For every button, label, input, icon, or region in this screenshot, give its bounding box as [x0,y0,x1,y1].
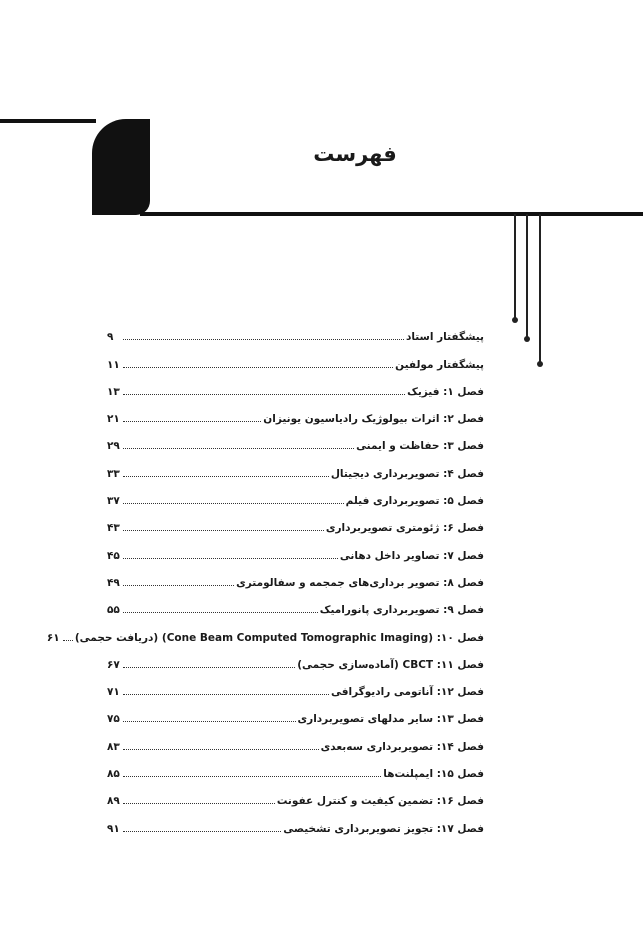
pendant-line-3 [539,214,541,364]
pendant-line-1 [514,214,516,320]
table-of-contents [46,318,484,837]
toc-entry-label: پیشگفتار استاد [405,331,484,344]
pendant-dot-2 [524,336,530,342]
toc-row[interactable] [107,482,484,509]
dot-leader [123,776,381,777]
toc-row[interactable] [107,345,484,372]
dot-leader [123,585,234,586]
dot-leader [123,448,354,449]
toc-row[interactable] [107,727,484,754]
toc-row[interactable] [107,755,484,782]
dot-leader [123,558,338,559]
toc-entry-label: فصل ۱۷: تجویز تصویربرداری تشخیصی [283,822,484,835]
toc-entry-label: فصل ۱۰: (Cone Beam Computed Tomographic Imaging) (دریافت حجمی) [74,631,484,644]
toc-page-number: ۲۱ [107,413,120,426]
toc-page-number: ۴۵ [107,549,120,562]
toc-entry-label: فصل ۱۳: سایر مدلهای تصویربرداری [297,713,484,726]
toc-page-number: ۲۹ [107,440,120,453]
dot-leader [123,831,281,832]
dot-leader [123,394,405,395]
banner-bottom-rule [140,212,643,216]
toc-row[interactable] [107,809,484,836]
toc-entry-label: فصل ۱۵: ایمپلنت‌ها [383,768,484,781]
toc-page-number: ۵۵ [107,604,120,617]
toc-page-number: ۳۳ [107,467,120,480]
banner-black-tab [92,119,150,215]
dot-leader [123,421,261,422]
toc-entry-label: فصل ۵: تصویربرداری فیلم [345,495,484,508]
dot-leader [63,640,73,641]
toc-page-number: ۹۱ [107,822,120,835]
toc-row[interactable] [107,509,484,536]
toc-entry-label: فصل ۸: تصویر برداری‌های جمجمه و سفالومتری [236,576,484,589]
pendant-dot-3 [537,361,543,367]
dot-leader [123,503,344,504]
toc-page-number: ۱۳ [107,385,120,398]
toc-page-number: ۸۳ [107,740,120,753]
toc-row[interactable] [107,454,484,481]
toc-entry-label: فصل ۹: تصویربرداری پانورامیک [319,604,484,617]
dot-leader [123,476,329,477]
toc-entry-label: فصل ۷: تصاویر داخل دهانی [339,549,484,562]
toc-page-number: ۸۵ [107,768,120,781]
toc-page-number: ۷۵ [107,713,120,726]
toc-row[interactable] [107,536,484,563]
toc-page-number: ۱۱ [107,358,120,371]
pendant-line-2 [526,214,528,339]
toc-entry-label: فصل ۲: اثرات بیولوژیک رادیاسیون یونیزان [263,413,484,426]
toc-row[interactable] [107,782,484,809]
page-title: فهرست [313,142,397,166]
dot-leader [123,667,295,668]
toc-page-number: ۶۷ [107,658,120,671]
dot-leader [123,339,404,340]
toc-entry-label: فصل ۳: حفاظت و ایمنی [356,440,484,453]
toc-entry-label: پیشگفتار مولفین [395,358,484,371]
toc-row[interactable] [107,646,484,673]
toc-entry-label: فصل ۴: تصویربرداری دیجیتال [330,467,484,480]
toc-entry-label: فصل ۱: فیزیک [407,385,484,398]
toc-entry-label: فصل ۱۱: CBCT (آماده‌سازی حجمی) [297,658,484,671]
banner-left-rule [0,119,96,123]
dot-leader [123,749,319,750]
dot-leader [123,530,324,531]
toc-page-number: ۷۱ [107,686,120,699]
dot-leader [123,803,275,804]
dot-leader [123,721,296,722]
toc-page-number: ۸۹ [107,795,120,808]
toc-row[interactable] [107,564,484,591]
toc-row[interactable] [46,618,484,645]
toc-page-number: ۶۱ [46,631,60,644]
toc-page-number: ۹ [107,331,114,344]
toc-entry-label: فصل ۱۶: تضمین کیفیت و کنترل عفونت [276,795,484,808]
toc-page-number: ۳۷ [107,495,120,508]
toc-entry-label: فصل ۱۴: تصویربرداری سه‌بعدی [320,740,484,753]
toc-row[interactable] [107,400,484,427]
toc-row[interactable] [107,591,484,618]
toc-row[interactable] [107,373,484,400]
dot-leader [123,367,393,368]
toc-row[interactable] [107,700,484,727]
toc-entry-label: فصل ۶: ژئومتری تصویربرداری [325,522,484,535]
toc-page-number: ۴۳ [107,522,120,535]
toc-page-number: ۴۹ [107,576,120,589]
dot-leader [123,694,329,695]
toc-entry-label: فصل ۱۲: آناتومی رادیوگرافی [330,686,484,699]
dot-leader [123,612,318,613]
toc-row[interactable] [107,673,484,700]
pendant-dot-1 [512,317,518,323]
toc-row[interactable] [107,427,484,454]
toc-row[interactable] [107,318,484,345]
